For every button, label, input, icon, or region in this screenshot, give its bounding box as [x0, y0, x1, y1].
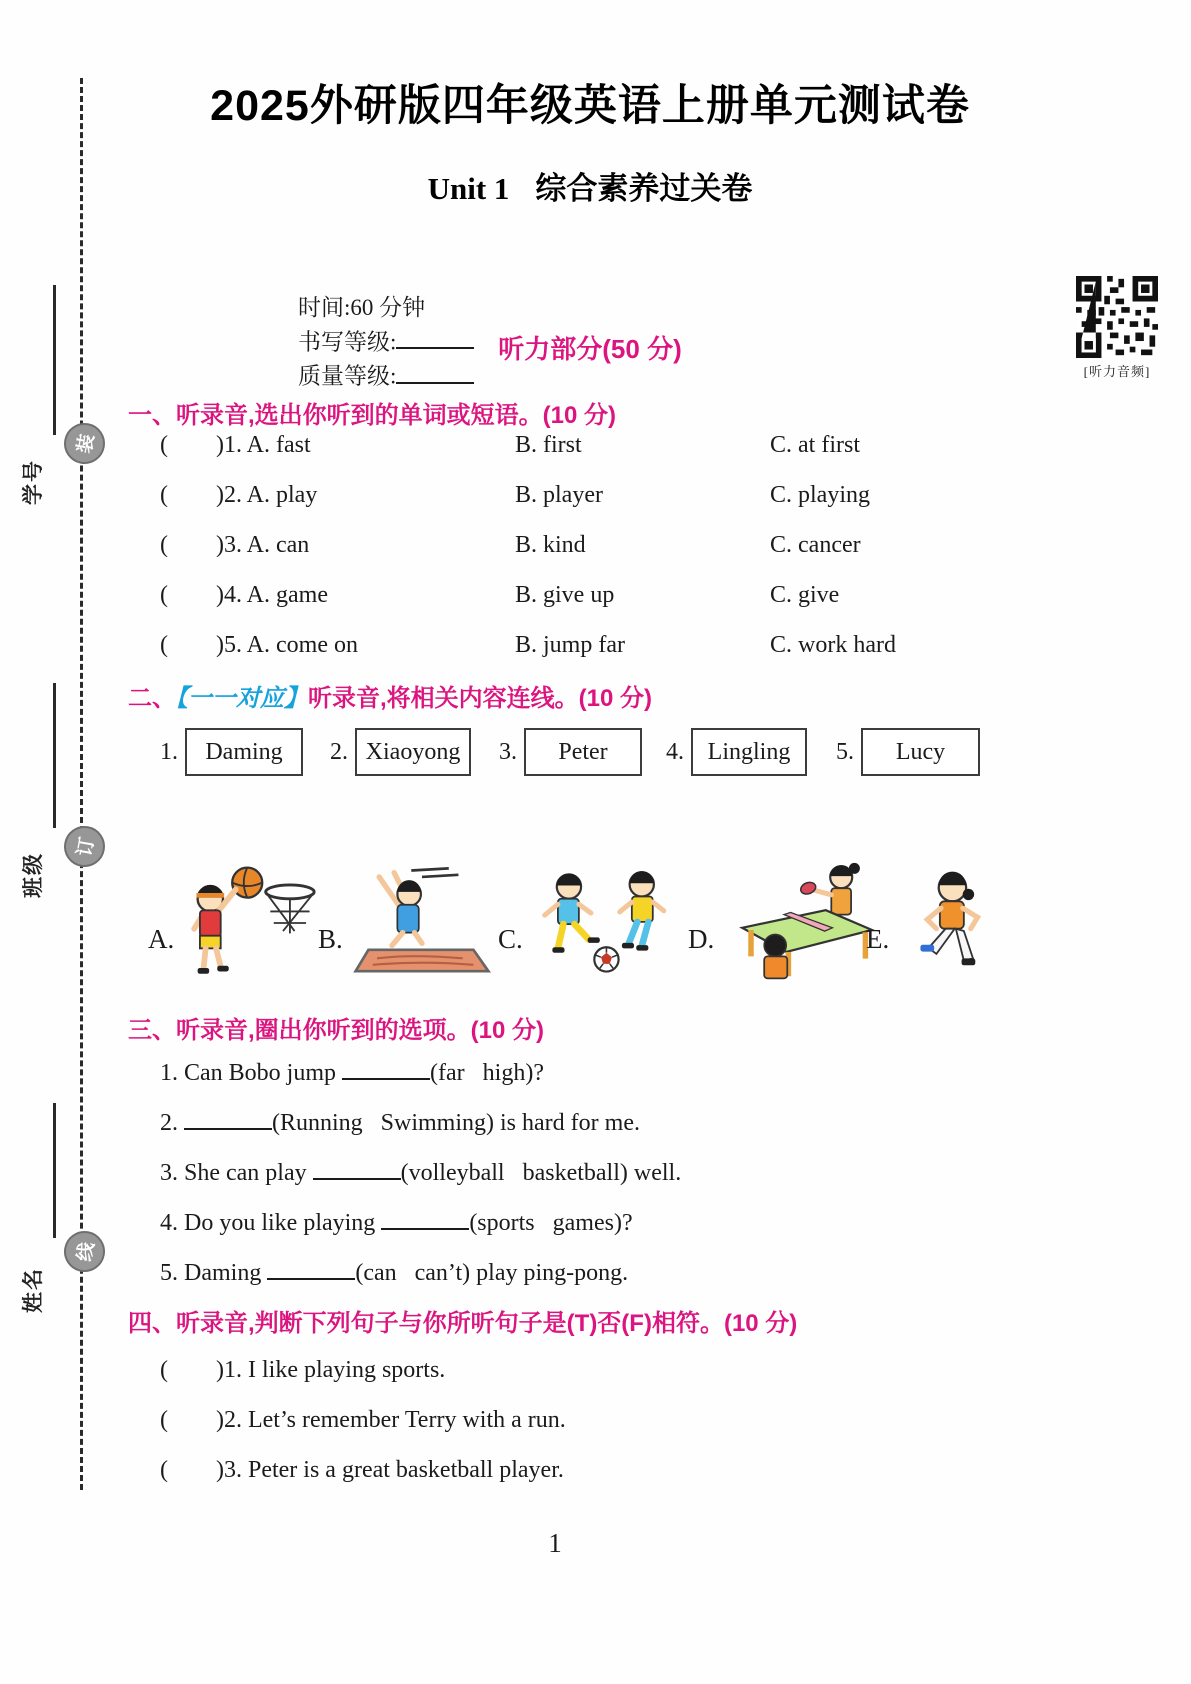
- option-a: A. come on: [246, 632, 358, 658]
- item-number: 1.: [223, 432, 242, 458]
- page-title: 2025外研版四年级英语上册单元测试卷: [210, 82, 970, 130]
- name-box: Lucy: [861, 728, 980, 776]
- option-b: B. jump far: [515, 632, 625, 658]
- circle-option-row: [160, 1248, 1040, 1298]
- answer-blank: [381, 1202, 469, 1230]
- options: (far high): [430, 1060, 534, 1086]
- name-box: Lingling: [691, 728, 807, 776]
- options: (Running Swimming): [272, 1110, 495, 1136]
- item-number: 2.: [223, 482, 242, 508]
- answer-paren: ( ): [160, 582, 224, 608]
- class-label: 班级: [22, 852, 45, 898]
- answer-paren: ( ): [160, 532, 224, 558]
- answer-blank: [313, 1152, 401, 1180]
- option-c: C. playing: [770, 482, 870, 508]
- name-label: 姓名: [22, 1267, 45, 1313]
- name-item: [666, 726, 807, 778]
- sentence-post: is hard for me.: [494, 1110, 640, 1136]
- true-false-row: [160, 1445, 1040, 1495]
- football-illustration: [527, 853, 687, 993]
- option-c: C. at first: [770, 432, 860, 458]
- options: (volleyball basketball): [400, 1160, 628, 1186]
- unit-number: Unit 1: [427, 171, 510, 206]
- writing-grade-label: 书写等级:: [298, 329, 397, 355]
- picture-item-b: [318, 853, 497, 993]
- answer-blank: [342, 1052, 430, 1080]
- answer-paren: ( ): [160, 1457, 224, 1483]
- student-id-label: 学号: [22, 459, 45, 505]
- option-b: B. kind: [515, 532, 586, 558]
- table-tennis-illustration: [718, 845, 883, 993]
- circle-option-row: [160, 1198, 1040, 1248]
- picture-label: A.: [148, 924, 175, 954]
- name-number: 1.: [160, 738, 178, 765]
- sentence-post: well.: [627, 1160, 682, 1186]
- name-number: 3.: [499, 738, 517, 765]
- answer-paren: ( ): [160, 632, 224, 658]
- sentence-pre: Can Bobo jump: [184, 1060, 343, 1086]
- section4-heading: 四、听录音,判断下列句子与你所听句子是(T)否(F)相符。(10 分): [128, 1310, 798, 1337]
- choice-row: [160, 620, 1040, 670]
- item-number: 4.: [223, 582, 242, 608]
- section3-items: [160, 1048, 1040, 1298]
- unit-name: 综合素养过关卷: [535, 171, 753, 206]
- circle-option-row: [160, 1048, 1040, 1098]
- answer-paren: ( ): [160, 432, 224, 458]
- item-number: 3.: [160, 1160, 178, 1186]
- circle-option-row: [160, 1098, 1040, 1148]
- binding-seal-zhuang: 装: [61, 420, 108, 467]
- answer-paren: ( ): [160, 482, 224, 508]
- option-a: A. can: [246, 532, 310, 558]
- name-number: 4.: [666, 738, 684, 765]
- true-false-row: [160, 1345, 1040, 1395]
- unit-subtitle: [110, 163, 1070, 208]
- statement: Peter is a great basketball player.: [247, 1457, 564, 1483]
- name-box: Peter: [524, 728, 642, 776]
- option-a: A. game: [246, 582, 328, 608]
- binding-seal-ding: 订: [61, 823, 108, 870]
- binding-seal-xian: 线: [61, 1228, 108, 1275]
- option-c: C. give: [770, 582, 840, 608]
- sentence-post: play ping-pong.: [470, 1260, 629, 1286]
- item-number: 1.: [223, 1357, 242, 1383]
- section2-tag: 【一一对应】: [176, 685, 308, 712]
- answer-blank: [184, 1102, 272, 1130]
- options: (can can’t): [355, 1260, 471, 1286]
- true-false-row: [160, 1395, 1040, 1445]
- item-number: 2.: [223, 1407, 242, 1433]
- match-pictures-row: [0, 845, 1191, 997]
- running-illustration: [893, 853, 1013, 993]
- listening-audio-qr: [1076, 276, 1158, 380]
- item-number: 4.: [160, 1210, 178, 1236]
- name-number: 2.: [330, 738, 348, 765]
- section1-items: [160, 420, 1040, 670]
- item-number: 5.: [223, 632, 242, 658]
- picture-item-c: [498, 853, 687, 993]
- item-number: 3.: [223, 532, 242, 558]
- option-c: C. work hard: [770, 632, 896, 658]
- sentence-post: ?: [533, 1060, 544, 1086]
- item-number: 5.: [160, 1260, 178, 1286]
- time-label: 时间:60 分钟: [298, 295, 426, 320]
- name-item: [836, 726, 980, 778]
- item-number: 1.: [160, 1060, 178, 1086]
- option-b: B. player: [515, 482, 603, 508]
- name-box: Daming: [185, 728, 303, 776]
- picture-label: B.: [318, 924, 343, 954]
- name-number: 5.: [836, 738, 854, 765]
- sentence-pre: She can play: [184, 1160, 313, 1186]
- option-a: A. play: [246, 482, 318, 508]
- section2-heading: [128, 678, 652, 713]
- picture-label: C.: [498, 924, 523, 954]
- answer-paren: ( ): [160, 1357, 224, 1383]
- sentence-pre: Do you like playing: [184, 1210, 382, 1236]
- basketball-illustration: [178, 853, 328, 993]
- listening-part-title: 听力部分(50 分): [498, 334, 682, 364]
- student-id-write-line: [53, 285, 56, 435]
- section4-items: [160, 1345, 1040, 1495]
- choice-row: [160, 520, 1040, 570]
- picture-label: E.: [866, 924, 890, 954]
- page-number: 1: [548, 1528, 562, 1558]
- name-write-line: [53, 1103, 56, 1238]
- item-number: 3.: [223, 1457, 242, 1483]
- name-box: Xiaoyong: [355, 728, 471, 776]
- picture-item-d: [688, 845, 883, 993]
- option-b: B. first: [515, 432, 582, 458]
- statement: Let’s remember Terry with a run.: [247, 1407, 566, 1433]
- section2-rest: 听录音,将相关内容连线。(10 分): [308, 685, 653, 712]
- sentence-pre: Daming: [184, 1260, 268, 1286]
- option-a: A. fast: [246, 432, 311, 458]
- choice-row: [160, 570, 1040, 620]
- options: (sports games): [469, 1210, 622, 1236]
- section1-heading: 一、听录音,选出你听到的单词或短语。(10 分): [128, 402, 617, 429]
- answer-blank: [267, 1252, 355, 1280]
- option-b: B. give up: [515, 582, 615, 608]
- quality-grade-label: 质量等级:: [298, 363, 397, 389]
- item-number: 2.: [160, 1110, 178, 1136]
- statement: I like playing sports.: [247, 1357, 446, 1383]
- answer-paren: ( ): [160, 1407, 224, 1433]
- match-names-row: [0, 726, 1191, 782]
- name-item: [330, 726, 471, 778]
- picture-item-e: [866, 853, 1013, 993]
- picture-item-a: [148, 853, 328, 993]
- binding-dashed-line: [80, 78, 83, 1490]
- circle-option-row: [160, 1148, 1040, 1198]
- sentence-post: ?: [621, 1210, 633, 1236]
- section2-prefix: 二、: [128, 685, 176, 712]
- option-c: C. cancer: [770, 532, 861, 558]
- picture-label: D.: [688, 924, 715, 954]
- section3-heading: 三、听录音,圈出你听到的选项。(10 分): [128, 1017, 545, 1044]
- long-jump-illustration: [347, 853, 497, 993]
- choice-row: [160, 470, 1040, 520]
- choice-row: [160, 420, 1040, 470]
- qr-code-icon: [1076, 276, 1158, 358]
- name-item: [499, 726, 642, 778]
- qr-caption: [听力音频]: [1083, 364, 1151, 379]
- name-item: [160, 726, 303, 778]
